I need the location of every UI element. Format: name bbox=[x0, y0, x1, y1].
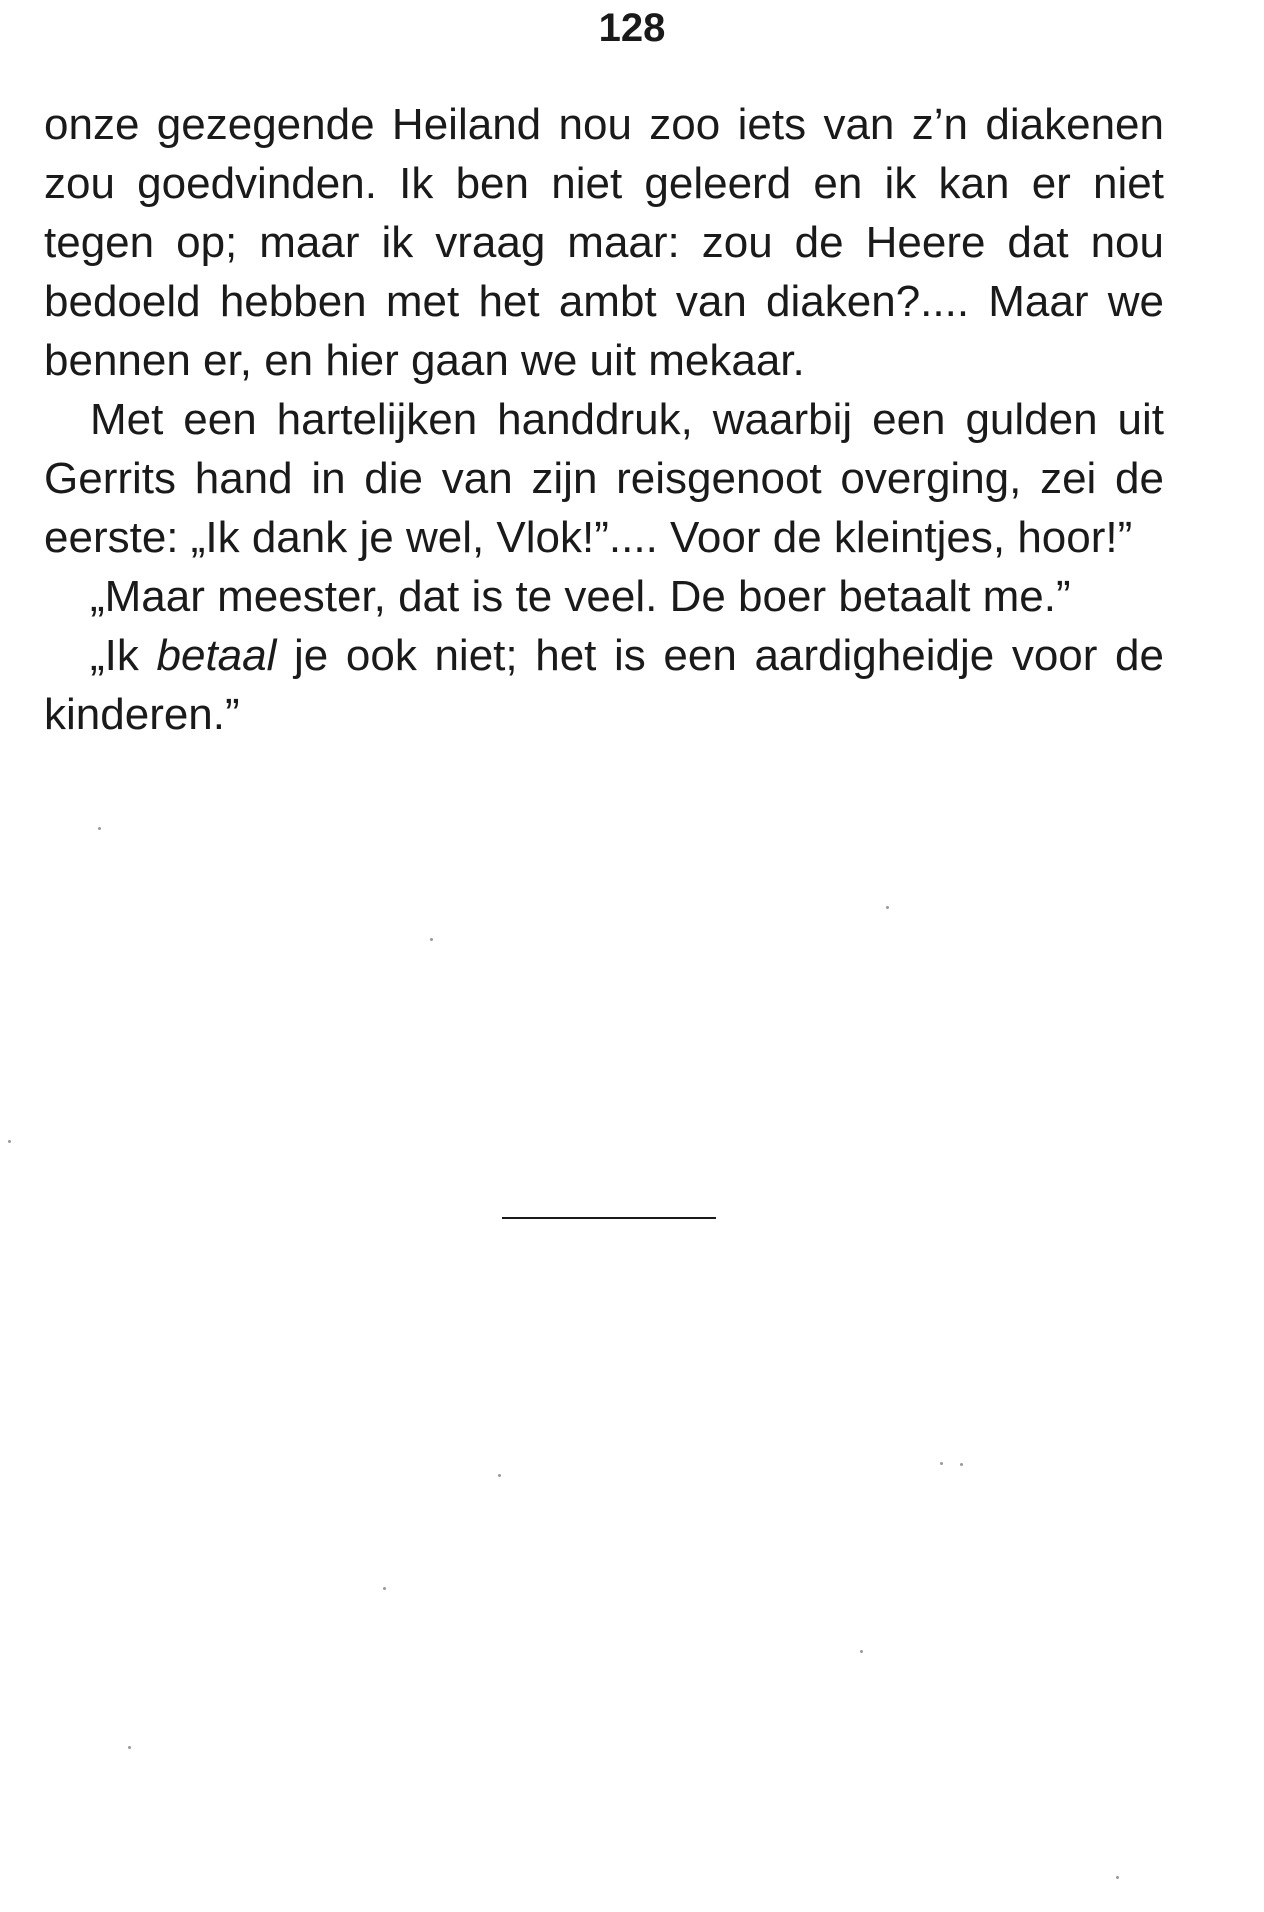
scan-speck bbox=[98, 827, 101, 830]
paragraph-text: „Maar meester, dat is te veel. De boer betaalt me.” bbox=[90, 572, 1071, 621]
scan-speck bbox=[430, 938, 433, 941]
paragraph-text: Met een hartelijken handdruk, waarbij een gulden uit Gerrits hand in die van zijn reisgenoot overging, zei de eerste: „Ik dank je wel, Vlok!”.... Voor de kleintjes, hoor!” bbox=[44, 395, 1164, 562]
scan-speck bbox=[8, 1140, 11, 1143]
paragraph-text: onze gezegende Heiland nou zoo iets van z’n diakenen zou goedvinden. Ik ben niet geleerd en ik kan er niet tegen op; maar ik vraag maar: zou de Heere dat nou bedoeld hebben met het ambt van diaken?.... Maar we bennen er, en hier gaan we uit mekaar. bbox=[44, 100, 1164, 385]
paragraph-2 bbox=[44, 390, 1164, 567]
scan-speck bbox=[960, 1463, 963, 1466]
scan-speck bbox=[128, 1746, 131, 1749]
paragraph-text: je ook niet; het is een aardigheidje voor de kinderen.” bbox=[44, 631, 1164, 739]
scan-speck bbox=[940, 1462, 943, 1465]
scan-speck bbox=[383, 1587, 386, 1590]
scan-speck bbox=[860, 1650, 863, 1653]
section-end-rule bbox=[502, 1217, 716, 1219]
scan-speck bbox=[1116, 1876, 1119, 1879]
paragraph-4 bbox=[44, 626, 1164, 744]
scan-speck bbox=[498, 1474, 501, 1477]
scan-speck bbox=[886, 906, 889, 909]
italic-emphasis: betaal bbox=[156, 631, 277, 680]
paragraph-3 bbox=[44, 567, 1164, 626]
paragraph-text: „Ik bbox=[90, 631, 157, 680]
body-text bbox=[44, 95, 1164, 744]
paragraph-1 bbox=[44, 95, 1164, 390]
page-number: 128 bbox=[598, 6, 666, 50]
